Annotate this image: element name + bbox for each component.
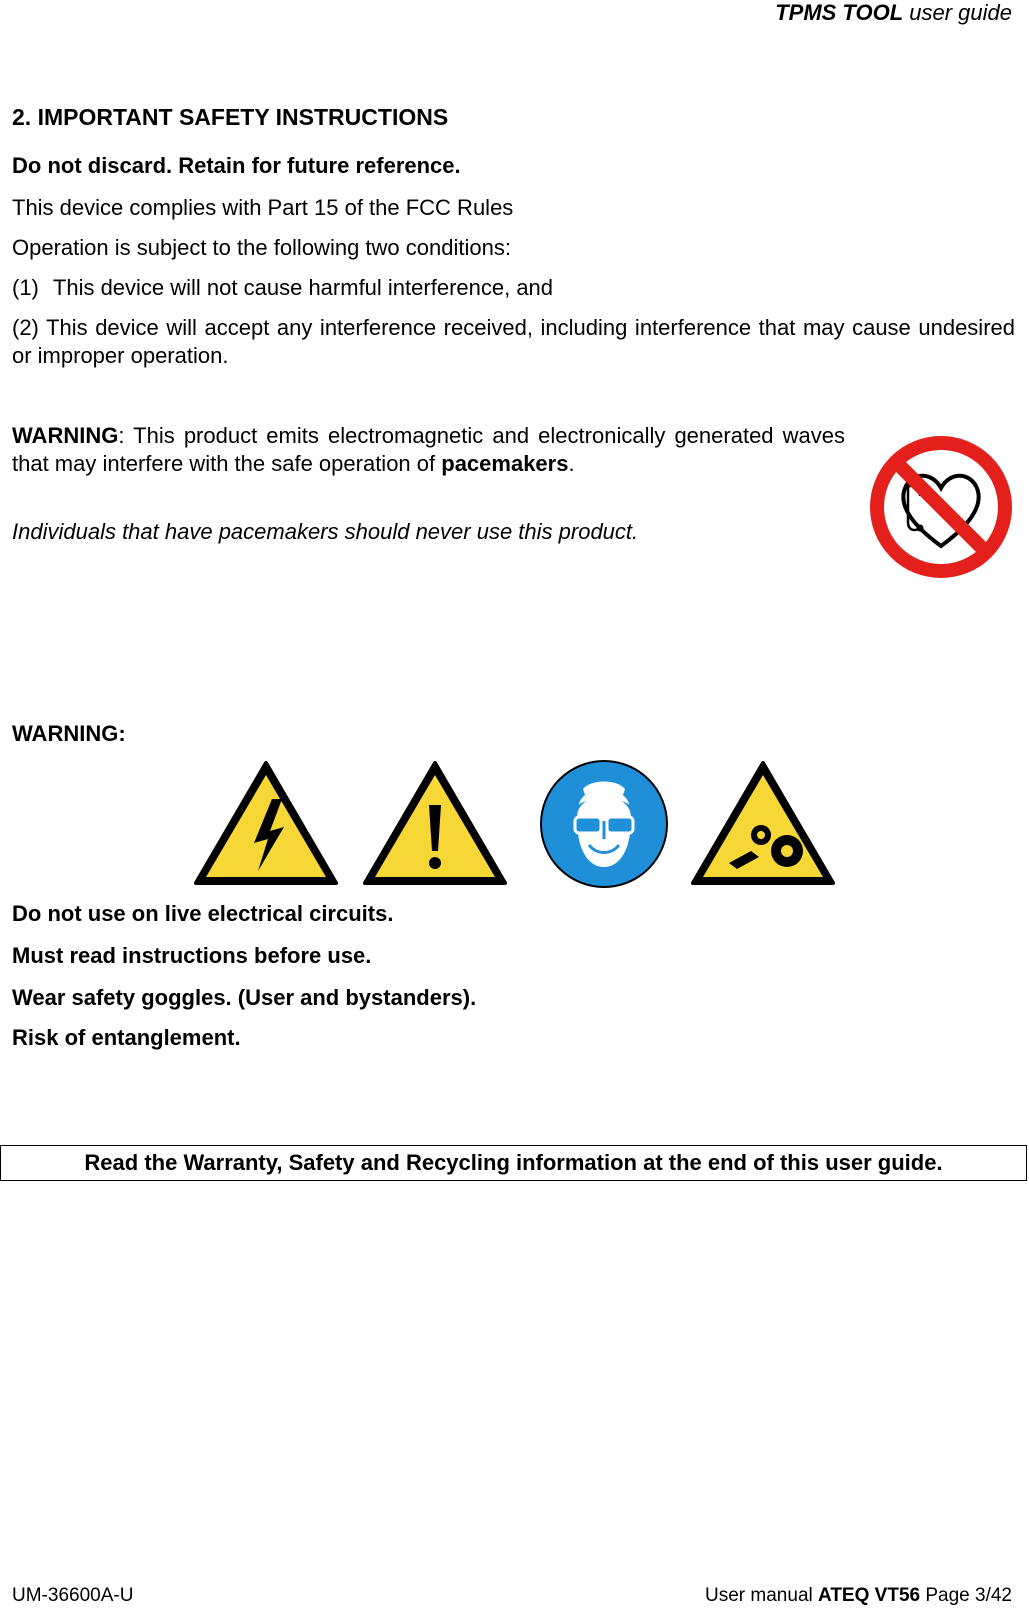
safety-goggles-icon — [539, 759, 669, 889]
fcc-statement: This device complies with Part 15 of the FCC Rules — [12, 195, 514, 220]
footer-manual-model: ATEQ VT56 — [818, 1585, 921, 1606]
pacemaker-word: pacemakers — [441, 451, 569, 476]
condition-1-text: This device will not cause harmful interference, and — [52, 275, 554, 300]
entanglement-icon — [689, 759, 837, 887]
pacemaker-warning-end: . — [568, 451, 575, 476]
warranty-notice: Read the Warranty, Safety and Recycling information at the end of this user guide. — [0, 1145, 1027, 1181]
section-heading: 2. IMPORTANT SAFETY INSTRUCTIONS — [12, 104, 449, 130]
condition-1-number: (1) — [12, 275, 39, 300]
pacemaker-warning-text: : This product emits electromagnetic and electronically generated waves that may interfere with the safe operation of — [12, 423, 845, 476]
warning-item-1: Do not use on live electrical circuits. — [12, 901, 394, 926]
general-warning-icon — [361, 759, 509, 887]
pacemaker-warning-label: WARNING — [12, 423, 119, 448]
header-title-bold: TPMS TOOL — [775, 0, 904, 25]
pacemaker-warning — [12, 422, 845, 478]
footer-manual — [705, 1585, 1012, 1607]
condition-2: (2) This device will accept any interference received, including interference that may cause undesired or improper operation. — [12, 315, 1015, 368]
pacemaker-note: Individuals that have pacemakers should never use this product. — [12, 519, 639, 544]
warning-item-2: Must read instructions before use. — [12, 943, 372, 968]
warning-item-4: Risk of entanglement. — [12, 1025, 241, 1050]
header-title-rest: user guide — [903, 0, 1012, 25]
footer-manual-prefix: User manual — [705, 1585, 819, 1606]
footer-doc-code: UM-36600A-U — [12, 1585, 134, 1606]
condition-1 — [12, 274, 553, 302]
page-header — [775, 0, 1012, 26]
high-voltage-icon — [192, 759, 340, 887]
warning-item-3: Wear safety goggles. (User and bystanders). — [12, 985, 477, 1010]
warning-label: WARNING: — [12, 721, 126, 746]
retain-notice: Do not discard. Retain for future reference. — [12, 153, 461, 178]
no-pacemaker-icon — [868, 434, 1014, 580]
conditions-intro: Operation is subject to the following two conditions: — [12, 235, 511, 260]
footer-page-number: Page 3/42 — [920, 1585, 1012, 1606]
